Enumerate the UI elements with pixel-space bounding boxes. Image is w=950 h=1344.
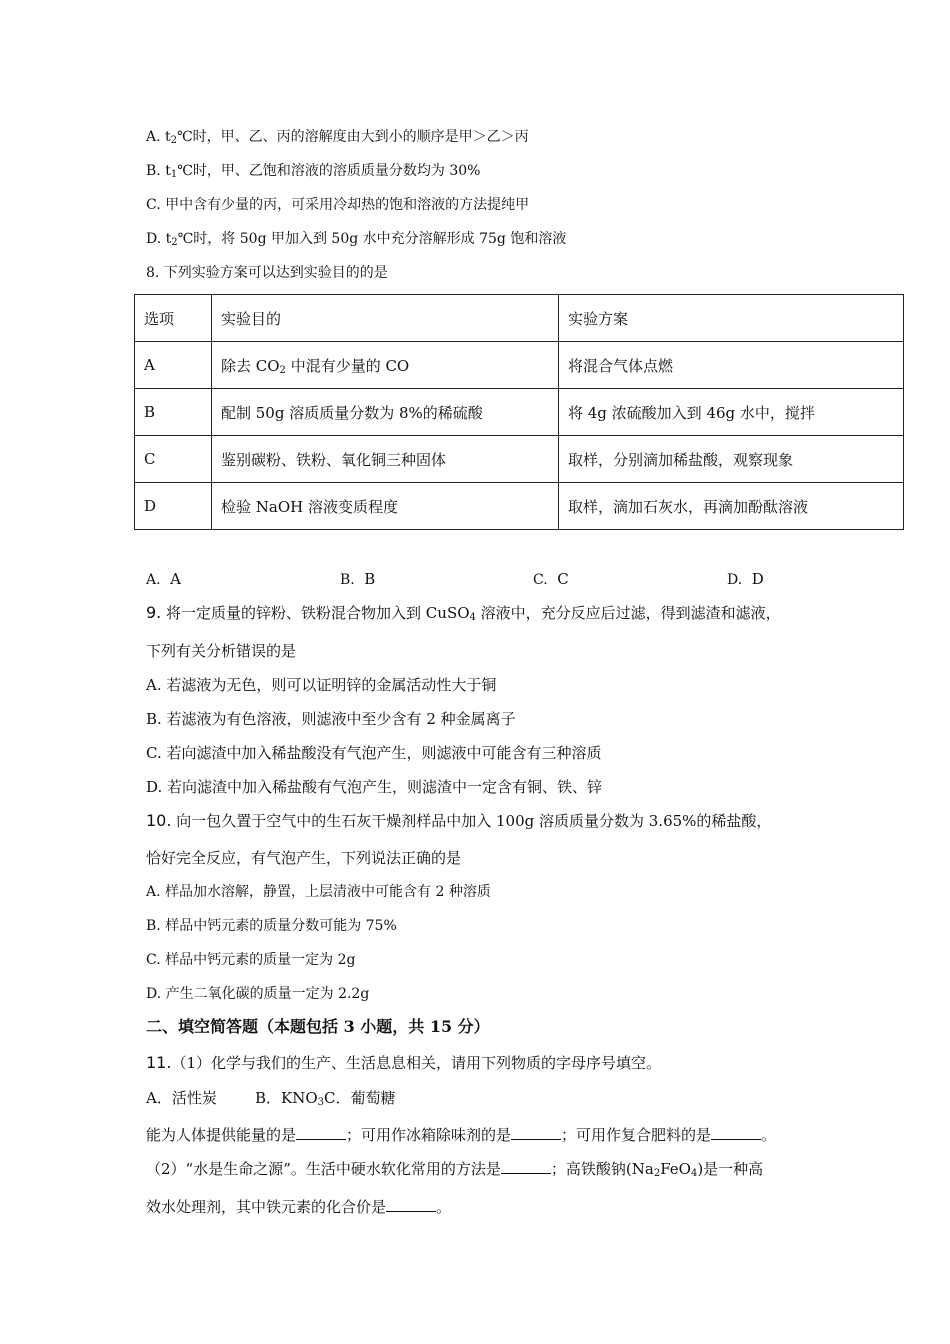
subscript: 2: [170, 135, 178, 146]
subscript: 4: [690, 1168, 698, 1179]
q7-option-b-rest: ℃时，甲、乙饱和溶液的溶质质量分数均为 30%: [177, 163, 481, 179]
q10-option-b: B. 样品中钙元素的质量分数可能为 75%: [146, 918, 397, 934]
q9-option-d: D. 若向滤渣中加入稀盐酸有气泡产生，则滤渣中一定含有铜、铁、锌: [146, 778, 603, 796]
answer-prefix: D.: [727, 572, 743, 588]
row-plan: 将混合气体点燃: [559, 342, 904, 389]
subscript: 2: [653, 1168, 661, 1179]
experiment-table: [134, 294, 904, 530]
q11-choices: [146, 1087, 396, 1109]
fill-text: （2）“水是生命之源”。生活中硬水软化常用的方法是: [146, 1160, 501, 1178]
answer-blank[interactable]: [386, 1197, 436, 1212]
row-purpose: 鉴别碳粉、铁粉、氧化铜三种固体: [212, 436, 559, 483]
answer-text: A: [170, 570, 181, 588]
q7-option-d-rest: ℃时，将 50g 甲加入到 50g 水中充分溶解形成 75g 饱和溶液: [177, 231, 567, 247]
fill-text: ；可用作冰箱除味剂的是: [346, 1126, 512, 1144]
row-plan: 取样，分别滴加稀盐酸，观察现象: [559, 436, 904, 483]
q11-part1: [146, 1052, 661, 1074]
q11-part2-line2: [146, 1196, 451, 1218]
header-plan: 实验方案: [559, 295, 904, 342]
q7-option-a-rest: ℃时，甲、乙、丙的溶解度由大到小的顺序是甲＞乙＞丙: [177, 129, 529, 145]
q10-stem-line1: [146, 810, 771, 832]
q11-part2-line1: [146, 1158, 763, 1180]
q11-choice-c: C．葡萄糖: [324, 1089, 396, 1107]
row-purpose: 检验 NaOH 溶液变质程度: [212, 483, 559, 530]
fill-text: 。: [436, 1198, 452, 1216]
q8-answer-a: [146, 568, 181, 591]
q9-number: 9.: [146, 603, 162, 622]
q9-option-c: C. 若向滤渣中加入稀盐酸没有气泡产生，则滤液中可能含有三种溶质: [146, 744, 602, 762]
q9-stem-line1: [146, 602, 781, 624]
q8-answer-d: [727, 568, 764, 591]
table-row: [135, 389, 904, 436]
q7-option-a-text: A. t: [146, 129, 171, 145]
answer-text: C: [557, 570, 569, 588]
header-option: 选项: [135, 295, 212, 342]
subscript: 2: [279, 364, 286, 376]
row-plan: 将 4g 浓硫酸加入到 46g 水中，搅拌: [559, 389, 904, 436]
q10-option-c: C. 样品中钙元素的质量一定为 2g: [146, 952, 356, 968]
q7-option-b: [146, 160, 480, 182]
row-option: C: [135, 436, 212, 483]
section-heading: 二、填空简答题（本题包括 3 小题，共 15 分）: [146, 1017, 490, 1036]
answer-text: D: [751, 570, 764, 588]
table-row: [135, 483, 904, 530]
row-plan: 取样，滴加石灰水，再滴加酚酞溶液: [559, 483, 904, 530]
q8-answer-c: [533, 568, 569, 591]
q10-stem-text: 向一包久置于空气中的生石灰干燥剂样品中加入 100g 溶质质量分数为 3.65%的稀盐酸，: [171, 812, 772, 830]
q11-choice-b: B．KNO: [255, 1089, 318, 1107]
q8-answer-b: [340, 568, 375, 591]
header-purpose: 实验目的: [212, 295, 559, 342]
fill-text: )是一种高: [697, 1160, 764, 1178]
fill-text: ；高铁酸钠(Na: [550, 1160, 654, 1178]
fill-text: 能为人体提供能量的是: [146, 1126, 297, 1144]
q8-answer-options: [0, 568, 950, 590]
fill-text: 效水处理剂，其中铁元素的化合价是: [146, 1198, 387, 1216]
q7-option-d-text: D. t: [146, 231, 172, 247]
fill-text: 。: [761, 1126, 777, 1144]
q9-stem-text: 将一定质量的锌粉、铁粉混合物加入到 CuSO: [161, 604, 470, 622]
answer-blank[interactable]: [296, 1125, 346, 1140]
row-option: A: [135, 342, 212, 389]
row-option: D: [135, 483, 212, 530]
subscript: 4: [469, 612, 476, 623]
purpose-text-rest: 中混有少量的 CO: [285, 356, 410, 375]
q9-stem-text-rest: 溶液中，充分反应后过滤，得到滤渣和滤液，: [475, 604, 781, 622]
answer-prefix: B.: [340, 572, 355, 588]
subscript: 2: [171, 237, 178, 248]
table-row: [135, 436, 904, 483]
q11-fill-line1: [146, 1124, 776, 1146]
q11-choice-a: A．活性炭: [146, 1089, 217, 1107]
q9-option-a: A. 若滤液为无色，则可以证明锌的金属活动性大于铜: [146, 676, 497, 694]
fill-text: FeO: [660, 1160, 691, 1178]
q10-stem-line2: 恰好完全反应，有气泡产生，下列说法正确的是: [146, 849, 462, 867]
q11-number: 11.: [146, 1053, 172, 1072]
q7-option-c: [146, 194, 529, 216]
q11-part1-text: （1）化学与我们的生产、生活息息相关，请用下列物质的字母序号填空。: [171, 1054, 661, 1072]
q7-option-c-text: C. 甲中含有少量的丙，可采用冷却热的饱和溶液的方法提纯甲: [146, 197, 530, 213]
answer-prefix: A.: [146, 572, 161, 588]
answer-blank[interactable]: [511, 1125, 561, 1140]
q8-stem: 8. 下列实验方案可以达到实验目的的是: [146, 265, 388, 281]
q7-option-d: [146, 228, 566, 250]
answer-text: B: [364, 570, 376, 588]
subscript: 1: [170, 169, 178, 180]
subscript: 3: [317, 1097, 325, 1108]
q10-option-d: D. 产生二氧化碳的质量一定为 2.2g: [146, 986, 370, 1002]
row-purpose: 配制 50g 溶质质量分数为 8%的稀硫酸: [212, 389, 559, 436]
q10-option-a: A. 样品加水溶解，静置，上层清液中可能含有 2 种溶质: [146, 884, 491, 900]
row-purpose: [212, 342, 559, 389]
answer-prefix: C.: [533, 572, 548, 588]
q10-number: 10.: [146, 811, 172, 830]
table-row: [135, 342, 904, 389]
answer-blank[interactable]: [501, 1159, 551, 1174]
purpose-text: 除去 CO: [221, 356, 280, 375]
q7-option-a: [146, 126, 529, 148]
answer-blank[interactable]: [711, 1125, 761, 1140]
q7-option-b-text: B. t: [146, 163, 171, 179]
table-header-row: [135, 295, 904, 342]
q9-stem-line2: 下列有关分析错误的是: [146, 642, 297, 660]
q9-option-b: B. 若滤液为有色溶液，则滤液中至少含有 2 种金属离子: [146, 710, 516, 728]
row-option: B: [135, 389, 212, 436]
fill-text: ；可用作复合肥料的是: [561, 1126, 712, 1144]
